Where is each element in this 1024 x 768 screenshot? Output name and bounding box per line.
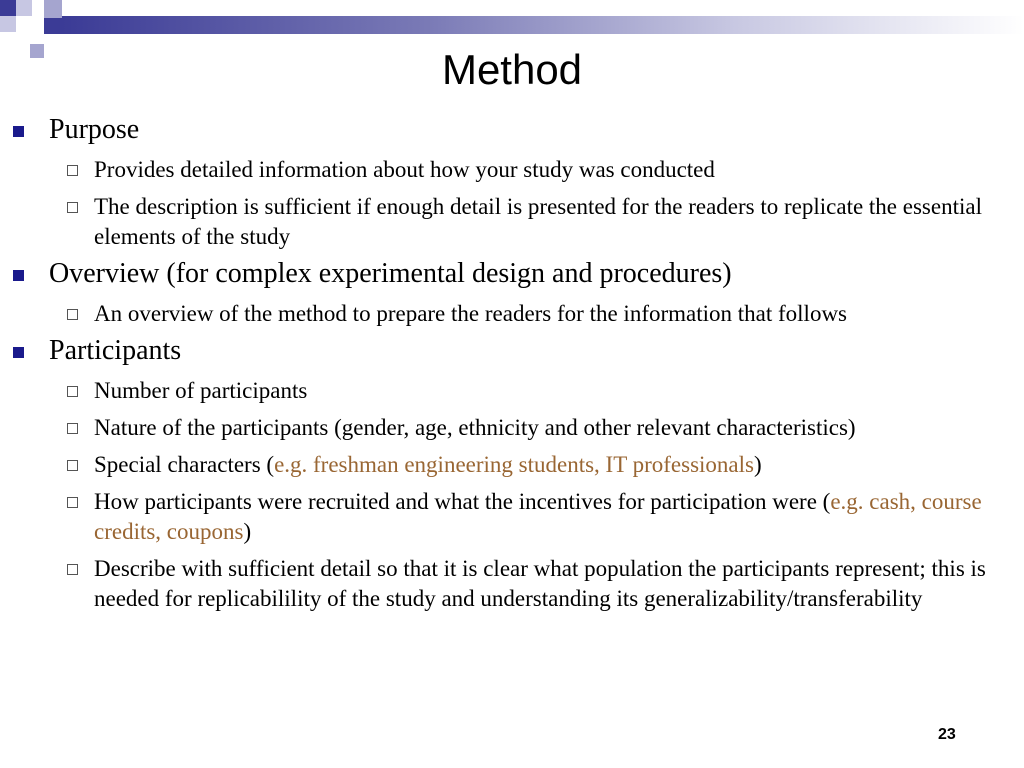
square-bullet-icon	[13, 270, 24, 281]
sub-bullet: Provides detailed information about how your study was conducted	[0, 155, 1024, 185]
hollow-square-bullet-icon	[67, 165, 78, 176]
section-heading-participants: Participants	[0, 333, 1024, 369]
hollow-square-bullet-icon	[67, 423, 78, 434]
slide-title: Method	[441, 46, 583, 93]
example-text: e.g. cash, course credits, coupons	[94, 489, 982, 544]
sub-bullet: Describe with sufficient detail so that it is clear what population the participants represent; this is needed for replicabilility of the study and understanding its generalizability/transferability	[0, 554, 1024, 614]
example-text: e.g. freshman engineering students, IT professionals	[274, 452, 754, 477]
decor-square	[0, 0, 16, 16]
sub-bullet: How participants were recruited and what the incentives for participation were (e.g. cash, course credits, coupons)	[0, 487, 1024, 547]
decor-square	[16, 0, 32, 16]
page-number: 23	[938, 726, 956, 743]
hollow-square-bullet-icon	[67, 386, 78, 397]
hollow-square-bullet-icon	[67, 309, 78, 320]
decor-square	[44, 18, 62, 34]
header-gradient-bar	[62, 16, 1024, 34]
sub-bullet: An overview of the method to prepare the readers for the information that follows	[0, 299, 1024, 329]
decor-square	[44, 0, 62, 18]
decor-square	[0, 16, 16, 32]
sub-bullet: Number of participants	[0, 376, 1024, 406]
section-heading-purpose: Purpose	[0, 112, 1024, 148]
section-heading-overview: Overview (for complex experimental design and procedures)	[0, 256, 1024, 292]
sub-bullet: Nature of the participants (gender, age, ethnicity and other relevant characteristics)	[0, 413, 1024, 443]
hollow-square-bullet-icon	[67, 202, 78, 213]
hollow-square-bullet-icon	[67, 497, 78, 508]
hollow-square-bullet-icon	[67, 460, 78, 471]
hollow-square-bullet-icon	[67, 564, 78, 575]
square-bullet-icon	[13, 126, 24, 137]
sub-bullet: The description is sufficient if enough detail is presented for the readers to replicate the essential elements of the study	[0, 192, 1024, 252]
sub-bullet: Special characters (e.g. freshman engineering students, IT professionals)	[0, 450, 1024, 480]
slide-body	[0, 112, 1024, 614]
square-bullet-icon	[13, 347, 24, 358]
